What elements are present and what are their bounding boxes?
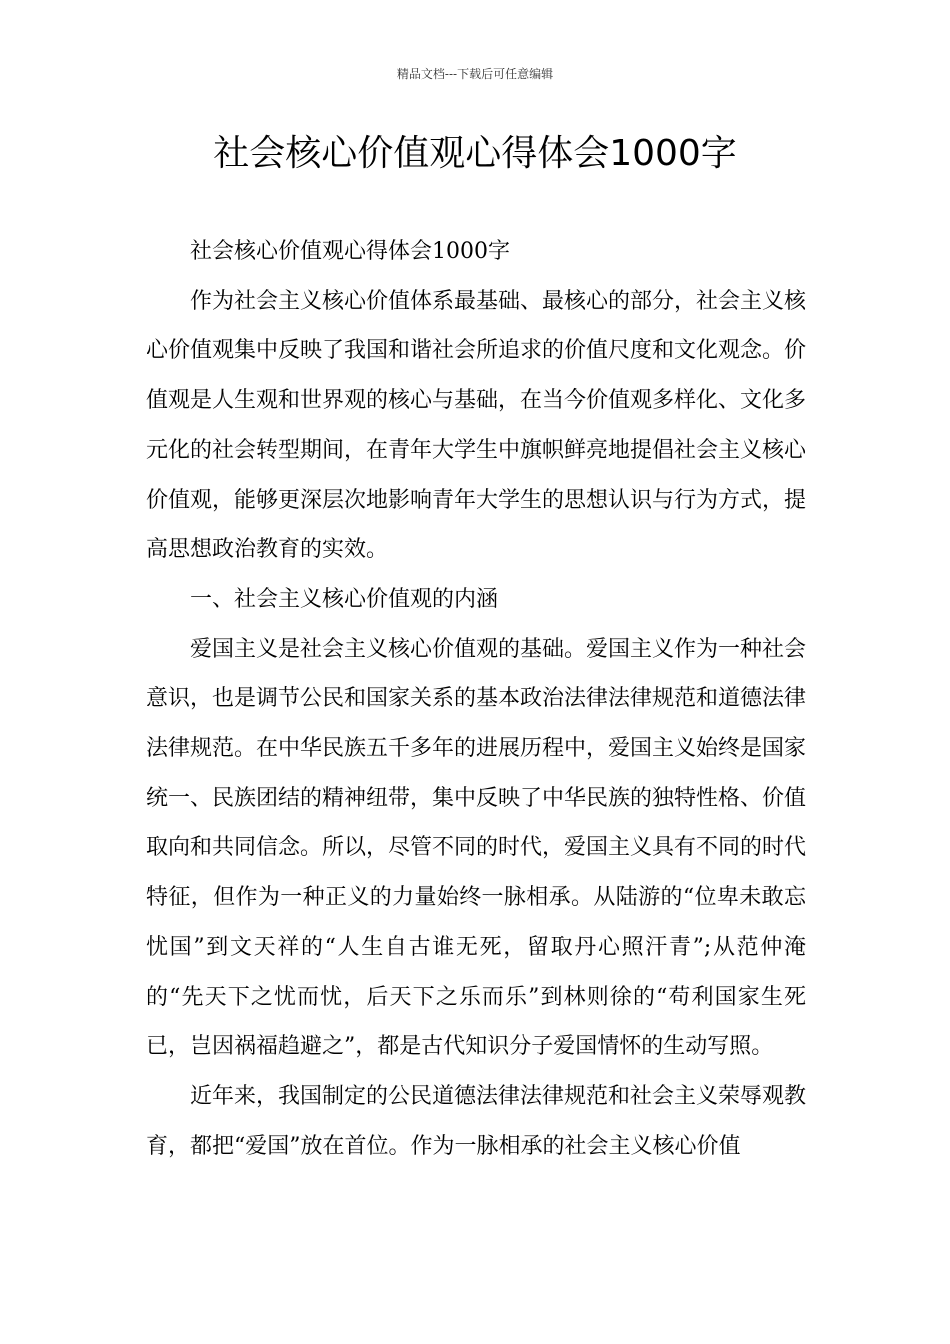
- body-paragraph-patriotism: 爱国主义是社会主义核心价值观的基础。爱国主义作为一种社会意识，也是调节公民和国家关系的基本政治法律法律规范和道德法律法律规范。在中华民族五千多年的进展历程中，爱国主义始终是国家统一、民族团结的精神纽带，集中反映了中华民族的独特性格、价值取向和共同信念。所以，尽管不同的时代，爱国主义具有不同的时代特征，但作为一种正义的力量始终一脉相承。从陆游的“位卑未敢忘忧国”到文天祥的“人生自古谁无死，留取丹心照汗青”;从范仲淹的“先天下之忧而忧，后天下之乐而乐”到林则徐的“苟利国家生死已，岂因祸福趋避之”，都是古代知识分子爱国情怀的生动写照。: [146, 636, 807, 1060]
- body-paragraph-recent: 近年来，我国制定的公民道德法律法律规范和社会主义荣辱观教育，都把“爱国”放在首位。作为一脉相承的社会主义核心价值: [146, 1083, 807, 1159]
- document-body: [146, 227, 806, 1171]
- document-title: 社会核心价值观心得体会1000字: [213, 133, 737, 174]
- body-paragraph-intro: 作为社会主义核心价值体系最基础、最核心的部分，社会主义核心价值观集中反映了我国和谐社会所追求的价值尺度和文化观念。价值观是人生观和世界观的核心与基础，在当今价值观多样化、文化多元化的社会转型期间，在青年大学生中旗帜鲜亮地提倡社会主义核心价值观，能够更深层次地影响青年大学生的思想认识与行为方式，提高思想政治教育的实效。: [146, 288, 807, 563]
- header-note: 精品文档---下载后可任意编辑: [396, 67, 554, 81]
- section-heading: 一、社会主义核心价值观的内涵: [190, 586, 499, 612]
- body-paragraph-subtitle: 社会核心价值观心得体会1000字: [190, 239, 510, 264]
